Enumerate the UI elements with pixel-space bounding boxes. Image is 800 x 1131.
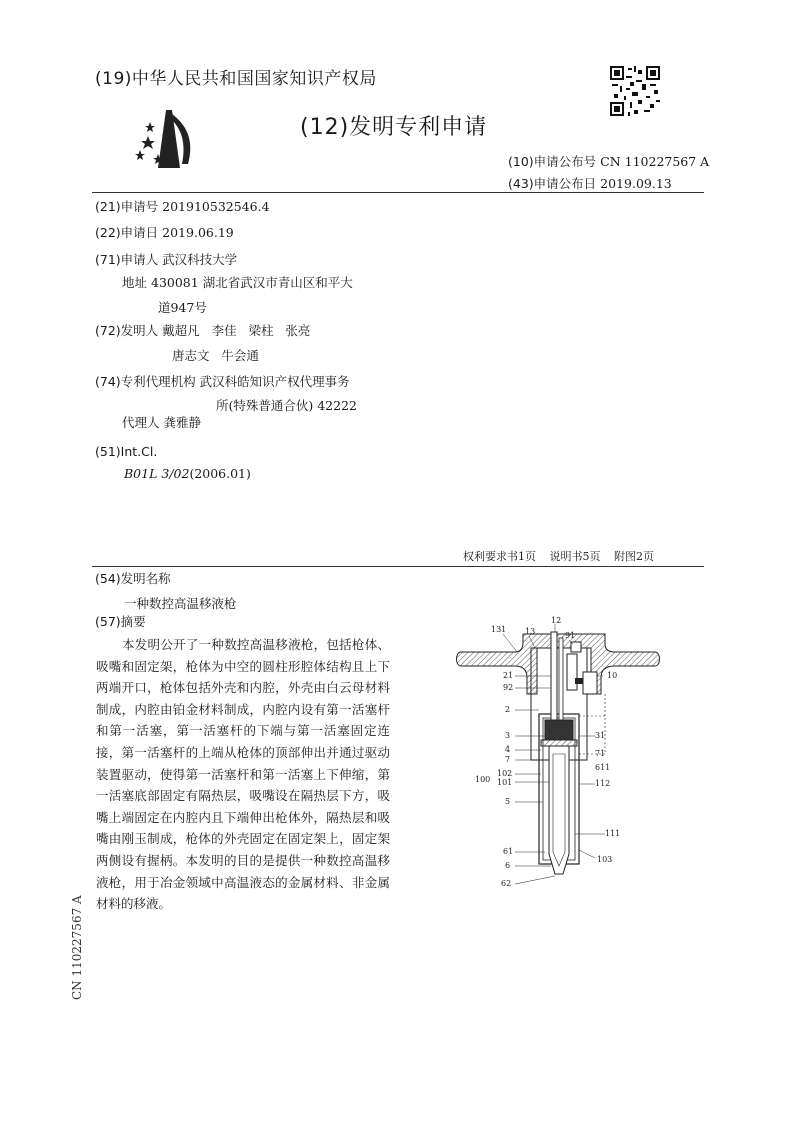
fig-label-112: 112 [595, 779, 611, 788]
agency-label: (74)专利代理机构 [95, 374, 196, 389]
fig-label-3: 3 [505, 731, 511, 740]
fig-label-611: 611 [595, 763, 611, 772]
invention-title: 一种数控高温移液枪 [124, 596, 237, 611]
fig-label-7: 7 [505, 755, 511, 764]
office-emblem-logo [128, 108, 208, 170]
fig-label-31: 31 [595, 731, 606, 740]
applicant: 武汉科技大学 [162, 252, 238, 267]
header-divider [92, 192, 704, 193]
fig-label-62: 62 [501, 879, 512, 888]
intcl-row [124, 466, 251, 481]
fig-label-103: 103 [597, 855, 613, 864]
fig-label-4: 4 [505, 745, 511, 754]
agent: 龚雅静 [163, 415, 202, 430]
fig-label-131: 131 [491, 625, 507, 634]
applicant-field [95, 249, 237, 271]
document-type-title: (12)发明专利申请 [300, 115, 488, 140]
description-pages: 说明书5页 [549, 550, 601, 563]
fig-label-102: 102 [497, 769, 513, 778]
application-number-label: (21)申请号 [95, 199, 159, 214]
agency-line2: 所(特殊普通合伙) 42222 [216, 398, 357, 413]
fig-label-5: 5 [505, 797, 511, 806]
office-header: (19)中华人民共和国国家知识产权局 [95, 69, 377, 89]
abstract-figure [455, 614, 665, 896]
fig-label-111: 111 [605, 829, 621, 838]
application-number: 201910532546.4 [162, 199, 270, 214]
intcl-label: (51)Int.Cl. [95, 444, 158, 459]
intcl-class: B01L 3/02 [124, 466, 190, 481]
abstract-text: 本发明公开了一种数控高温移液枪，包括枪体、吸嘴和固定架，枪体为中空的圆柱形腔体结构且上下两端开口，枪体包括外壳和内腔，外壳由白云母材料制成，内腔由铂金材料制成，内腔内设有第一活塞杆和第一活塞，第一活塞杆的下端与第一活塞固定连接，第一活塞杆的上端从枪体的顶部伸出并通过驱动装置驱动，使得第一活塞杆和第一活塞上下伸缩，第一活塞底部固定有隔热层，吸嘴设在隔热层下方，吸嘴上端固定在内腔内且下端伸出枪体外，隔热层和吸嘴由刚玉制成，枪体的外壳固定在固定架上，固定架两侧设有握柄。本发明的目的是提供一种数控高温移液枪，用于冶金领域中高温液态的金属材料、非金属材料的移液。 [96, 637, 390, 912]
fig-label-92: 92 [503, 683, 514, 692]
page-counts [453, 548, 654, 564]
qr-code [610, 66, 660, 116]
inventors-line1: 戴超凡 李佳 梁柱 张亮 [162, 323, 311, 338]
fig-label-10: 10 [607, 671, 618, 680]
agency-line1: 武汉科皓知识产权代理事务 [199, 374, 350, 389]
address-label: 地址 [122, 275, 148, 290]
address-line1: 430081 湖北省武汉市青山区和平大 [151, 275, 353, 290]
intcl-version: (2006.01) [189, 466, 251, 481]
fig-label-71: 71 [595, 749, 606, 758]
fig-label-101: 101 [497, 778, 513, 787]
title-label: (54)发明名称 [95, 571, 171, 586]
publication-date: 2019.09.13 [600, 176, 672, 191]
agent-field [122, 412, 201, 434]
abstract-label: (57)摘要 [95, 614, 146, 629]
claims-pages: 权利要求书1页 [463, 550, 536, 563]
fig-label-21: 21 [503, 671, 514, 680]
application-number-field [95, 196, 270, 218]
publication-number-label: (10)申请公布号 [508, 154, 597, 169]
agent-label: 代理人 [122, 415, 160, 430]
publication-date-row [508, 174, 672, 192]
agency-field [95, 371, 350, 393]
address-line2: 道947号 [158, 300, 207, 315]
fig-label-6: 6 [505, 861, 511, 870]
fig-label-2: 2 [505, 705, 511, 714]
side-publication-number: CN 110227567 A [70, 895, 84, 1000]
drawings-pages: 附图2页 [614, 550, 654, 563]
inventors-line2: 唐志文 牛会通 [172, 348, 259, 363]
inventors-label: (72)发明人 [95, 323, 159, 338]
intcl-field [95, 441, 157, 463]
filing-date-label: (22)申请日 [95, 225, 159, 240]
filing-date: 2019.06.19 [162, 225, 234, 240]
publication-number: CN 110227567 A [600, 154, 710, 169]
applicant-label: (71)申请人 [95, 252, 159, 267]
publication-number-row [508, 152, 709, 170]
section-divider [92, 566, 704, 567]
inventors-field [95, 320, 310, 342]
fig-label-100: 100 [475, 775, 491, 784]
fig-label-13: 13 [525, 627, 536, 636]
filing-date-field [95, 222, 234, 244]
publication-date-label: (43)申请公布日 [508, 176, 597, 191]
fig-label-12: 12 [551, 616, 562, 625]
fig-label-61: 61 [503, 847, 514, 856]
address-field [122, 272, 353, 294]
fig-label-91: 91 [565, 631, 576, 640]
